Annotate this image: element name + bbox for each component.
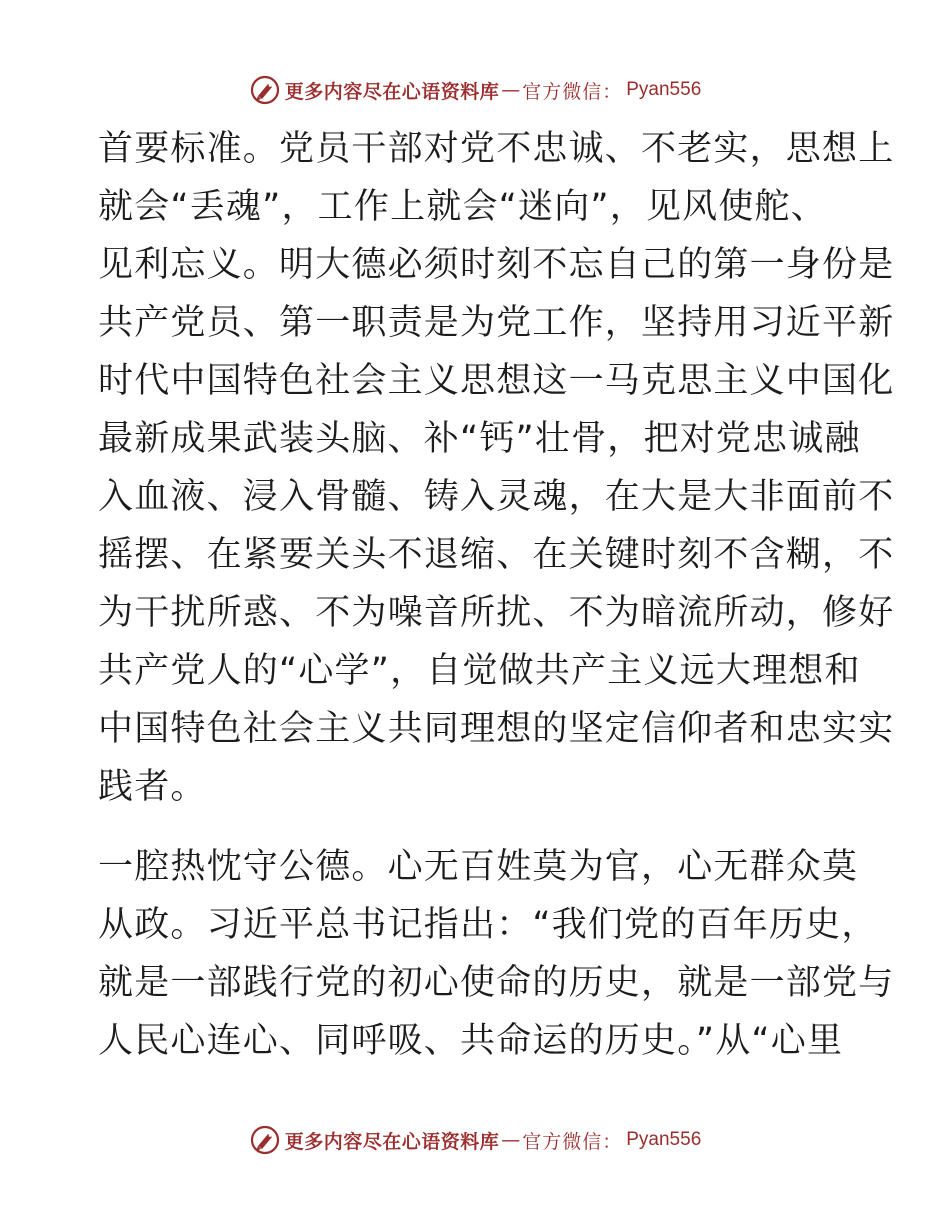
- header-wechat-label: 官方微信：: [522, 80, 623, 103]
- text-line: 人民心连心、同呼吸、共命运的历史。”从“心里: [98, 1021, 844, 1061]
- text-line: 入血液、浸入骨髓、铸入灵魂，在大是大非面前不: [98, 477, 895, 517]
- text-line: 首要标准。党员干部对党不忠诚、不老实，思想上: [98, 129, 895, 169]
- pen-nib-logo-icon: [249, 74, 281, 106]
- text-line: 践者。: [98, 767, 207, 807]
- footer-brand-text: 更多内容尽在心语资料库: [284, 1130, 500, 1153]
- paragraph-2: [98, 838, 895, 1070]
- footer-wechat-label: 官方微信：: [522, 1130, 623, 1153]
- header-brand-text: 更多内容尽在心语资料库: [284, 80, 500, 103]
- text-line: 见利忘义。明大德必须时刻不忘自己的第一身份是: [98, 245, 895, 285]
- text-line: 共产党员、第一职责是为党工作，坚持用习近平新: [98, 303, 895, 343]
- text-line: 时代中国特色社会主义思想这一马克思主义中国化: [98, 361, 895, 401]
- header-wechat-id: Pyan556: [626, 79, 702, 100]
- footer-wechat-id: Pyan556: [626, 1129, 702, 1150]
- text-line: 为干扰所惑、不为噪音所扰、不为暗流所动，修好: [98, 593, 895, 633]
- footer-separator: —: [501, 1129, 521, 1151]
- text-line: 就会“丢魂”，工作上就会“迷向”，见风使舵、: [98, 187, 827, 227]
- text-line: 中国特色社会主义共同理想的坚定信仰者和忠实实: [98, 709, 895, 749]
- text-line: 摇摆、在紧要关头不退缩、在关键时刻不含糊，不: [98, 535, 895, 575]
- pen-nib-logo-icon: [249, 1124, 281, 1156]
- text-line: 一腔热忱守公德。心无百姓莫为官，心无群众莫: [98, 847, 859, 887]
- document-body: [98, 120, 895, 1070]
- paragraph-1: [98, 120, 895, 816]
- text-line: 共产党人的“心学”，自觉做共产主义远大理想和: [98, 651, 861, 691]
- text-line: 从政。习近平总书记指出：“我们党的百年历史，: [98, 905, 878, 945]
- text-line: 就是一部践行党的初心使命的历史，就是一部党与: [98, 963, 895, 1003]
- header-separator: —: [501, 79, 521, 101]
- page-header: [0, 70, 950, 110]
- page-footer: [0, 1120, 950, 1160]
- text-line: 最新成果武装头脑、补“钙”壮骨，把对党忠诚融: [98, 419, 861, 459]
